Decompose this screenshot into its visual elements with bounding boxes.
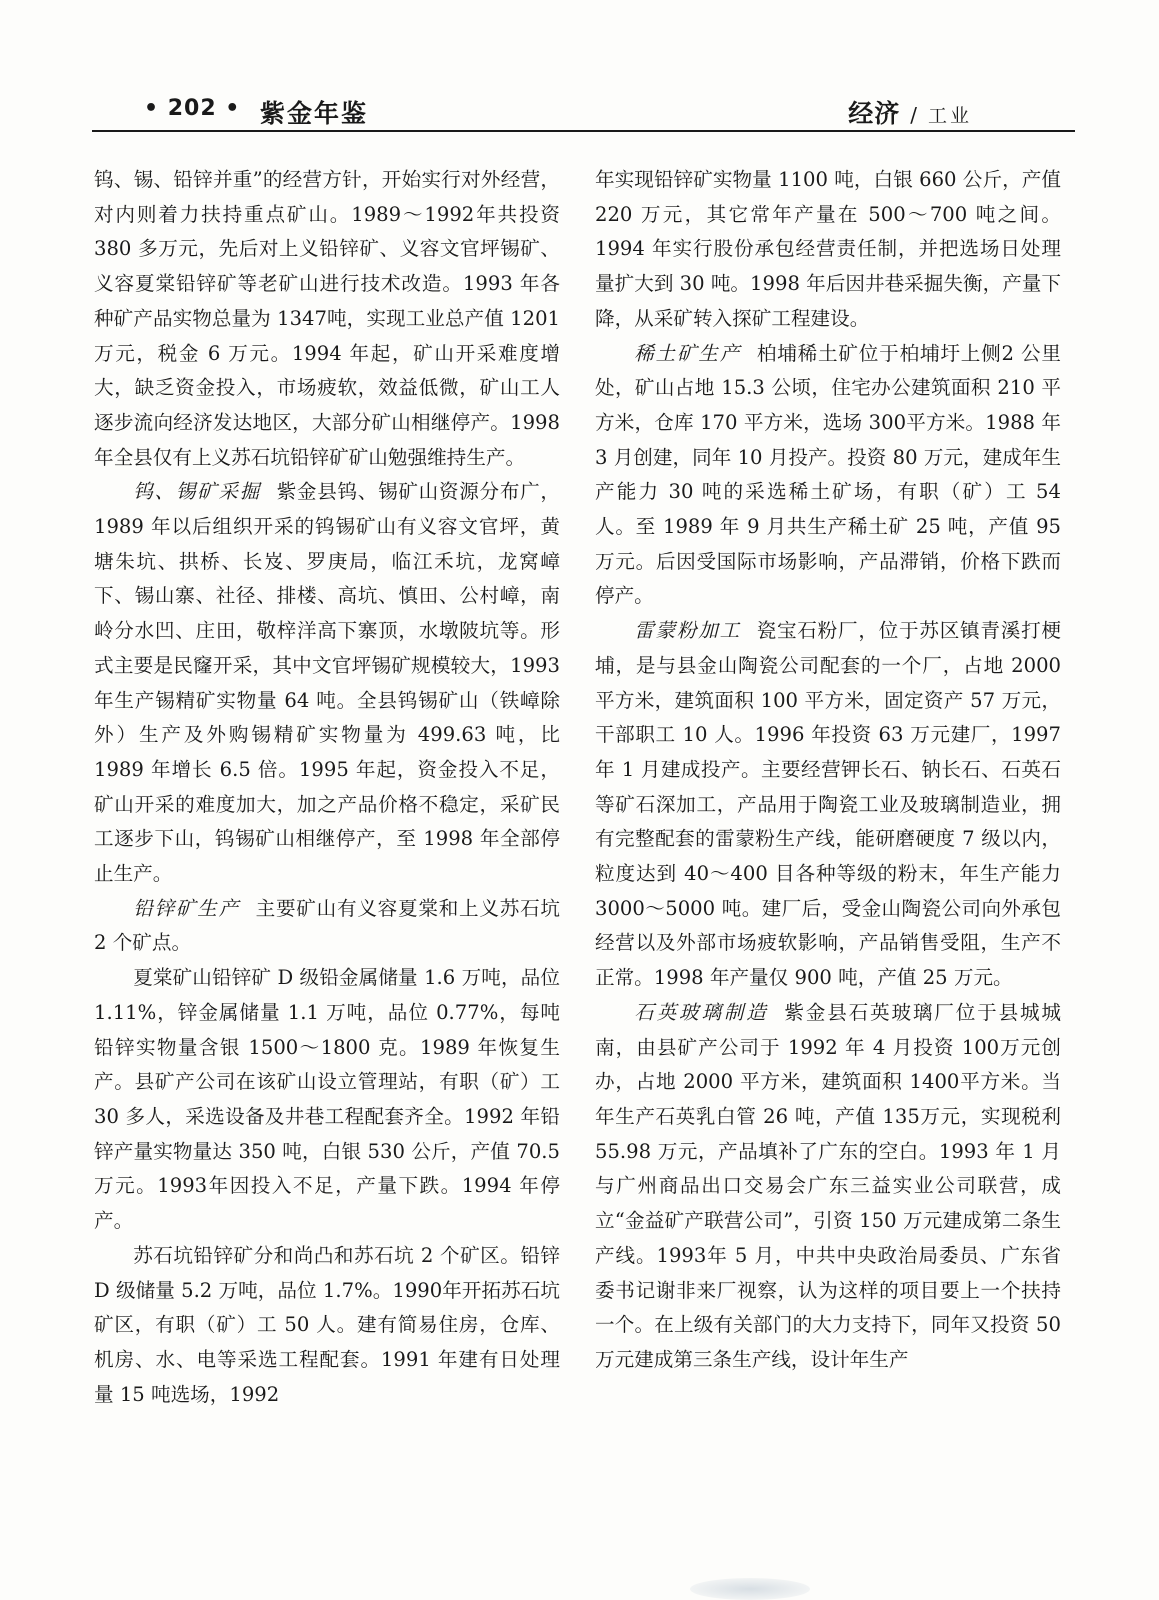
paragraph-title: 稀土矿生产 bbox=[634, 341, 742, 365]
section-separator: / bbox=[910, 103, 918, 127]
paragraph-text: 紫金县钨、锡矿山资源分布广， 1989 年以后组织开采的钨锡矿山有义容文官坪，黄塘朱坑、拱桥、长岌、罗庚局，临江禾坑，龙窝嶂下、锡山寨、社径、排楼、高坑、慎田、公村嶂，南岭分水凹、庄田，敬梓洋高下寨顶，水墩陂坑等。形式主要是民窿开采，其中文官坪锡矿规模较大，1993 年生产锡精矿实物量 64 吨。全县钨锡矿山（铁嶂除外）生产及外购锡精矿实物量为 499.63 吨，比 1989 年增长 6.5 倍。1995 年起，资金投入不足，矿山开采的难度加大，加之产品价格不稳定，采矿民工逐步下山，钨锡矿山相继停产，至 1998 年全部停止生产。 bbox=[94, 480, 561, 886]
paragraph: 夏棠矿山铅锌矿 D 级铅金属储量 1.6 万吨，品位 1.11%，锌金属储量 1.1 万吨，品位 0.77%，每吨铅锌实物量含银 1500～1800 克。1989 年恢复生产。县矿产公司在该矿山设立管理站，有职（矿）工 30 多人，采选设备及井巷工程配套齐全。1992 年铅锌产量实物量达 350 吨，白银 530 公斤，产值 70.5 万元。1993年因投入不足，产量下跌。1994 年停产。 bbox=[94, 966, 560, 1233]
paragraph-quartz-glass bbox=[595, 996, 1061, 1378]
header-rule bbox=[92, 130, 1075, 132]
paragraph-title: 石英玻璃制造 bbox=[634, 1000, 769, 1024]
left-column bbox=[94, 163, 560, 1412]
subsection-name: 工业 bbox=[927, 105, 972, 127]
paragraph-title: 雷蒙粉加工 bbox=[634, 619, 741, 643]
paragraph-text: 紫金县石英玻璃厂位于县城城南，由县矿产公司于 1992 年 4 月投资 100万元创办，占地 2000 平方米，建筑面积 1400平方米。当年生产石英乳白管 26 吨，产值 135万元，实现税利 55.98 万元，产品填补了广东的空白。1993 年 1 月与广州商品出口交易会广东三益实业公司联营，成立“金益矿产联营公司”，引资 150 万元建成第二条生产线。1993年 5 月，中共中央政治局委员、广东省委书记谢非来厂视察，认为这样的项目要上一个扶持一个。在上级有关部门的大力支持下，同年又投资 50 万元建成第三条生产线，设计年生产 bbox=[595, 1000, 1061, 1371]
paragraph-lead-zinc bbox=[94, 892, 560, 961]
paragraph-tungsten-tin bbox=[94, 475, 560, 891]
paragraph-rare-earth bbox=[595, 337, 1061, 615]
paragraph-text: 瓷宝石粉厂，位于苏区镇青溪打梗埔，是与县金山陶瓷公司配套的一个厂，占地 2000 平方米，建筑面积 100 平方米，固定资产 57 万元，干部职工 10 人。1996 年投资 63 万元建厂，1997 年 1 月建成投产。主要经营钾长石、钠长石、石英石等矿石深加工，产品用于陶瓷工业及玻璃制造业，拥有完整配套的雷蒙粉生产线，能研磨硬度 7 级以内，粒度达到 40～400 目各种等级的粉末，年生产能力 3000～5000 吨。建厂后，受金山陶瓷公司向外承包经营以及外部市场疲软影响，产品销售受阻，生产不正常。1998 年产量仅 900 吨，产值 25 万元。 bbox=[595, 619, 1062, 990]
paragraph-raymond-powder bbox=[595, 614, 1061, 996]
paragraph-title: 钨、锡矿采掘 bbox=[133, 480, 261, 504]
paragraph: 钨、锡、铅锌并重”的经营方针，开始实行对外经营，对内则着力扶持重点矿山。1989～1992年共投资 380 多万元，先后对上义铅锌矿、义容文官坪锡矿、义容夏棠铅锌矿等老矿山进行技术改造。1993 年各种矿产品实物总量为 1347吨，实现工业总产值 1201 万元，税金 6 万元。1994 年起，矿山开采难度增大，缺乏资金投入，市场疲软，效益低微，矿山工人逐步流向经济发达地区，大部分矿山相继停产。1998年全县仅有上义苏石坑铅锌矿矿山勉强维持生产。 bbox=[94, 168, 560, 469]
section-heading bbox=[848, 94, 972, 130]
paragraph-text: 柏埔稀土矿位于柏埔圩上侧2 公里处，矿山占地 15.3 公顷，住宅办公建筑面积 210 平方米，仓库 170 平方米，选场 300平方米。1988 年 3 月创建，同年 10 月投产。投资 80 万元，建成年生产能力 30 吨的采选稀土矿场，有职（矿）工 54 人。至 1989 年 9 月共生产稀土矿 25 吨，产值 95 万元。后因受国际市场影响，产品滞销，价格下跌而停产。 bbox=[595, 341, 1062, 608]
paragraph-title: 铅锌矿生产 bbox=[133, 896, 240, 920]
book-title: 紫金年鉴 bbox=[260, 99, 369, 128]
paragraph: 年实现铅锌矿实物量 1100 吨，白银 660 公斤，产值 220 万元，其它常年产量在 500～700 吨之间。1994 年实行股份承包经营责任制，并把选场日处理量扩大到 30 吨。1998 年后因井巷采掘失衡，产量下降，从采矿转入探矿工程建设。 bbox=[595, 168, 1061, 330]
page-number: • 202 • bbox=[144, 96, 241, 121]
paragraph-text: 主要矿山有义容夏棠和上义苏石坑 2 个矿点。 bbox=[94, 896, 561, 955]
page-header bbox=[92, 92, 1072, 132]
paragraph: 苏石坑铅锌矿分和尚凸和苏石坑 2 个矿区。铅锌 D 级储量 5.2 万吨，品位 1.7%。1990年开拓苏石坑矿区，有职（矿）工 50 人。建有简易住房，仓库、机房、水、电等采选工程配套。1991 年建有日处理量 15 吨选场，1992 bbox=[94, 1243, 560, 1406]
scan-smudge bbox=[690, 1578, 810, 1600]
section-name: 经济 bbox=[848, 99, 901, 128]
right-column bbox=[595, 163, 1061, 1378]
